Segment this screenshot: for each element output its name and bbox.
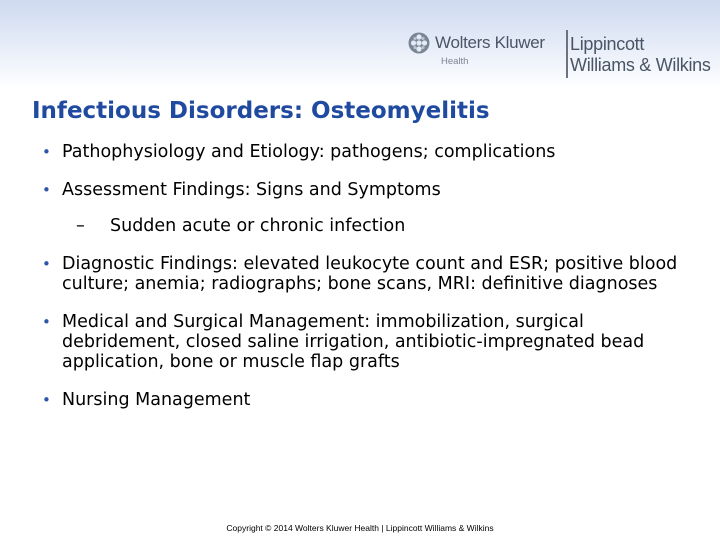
bullet-text: Nursing Management	[62, 390, 251, 410]
bullet-item	[40, 390, 690, 410]
copyright-footer: Copyright © 2014 Wolters Kluwer Health | Lippincott Williams & Wilkins	[226, 523, 494, 533]
logo-divider	[566, 30, 568, 78]
bullet-item	[40, 254, 690, 294]
bullet-icon: •	[42, 255, 51, 273]
slide-title: Infectious Disorders: Osteomyelitis	[32, 98, 490, 124]
logo-division-name: Health	[441, 56, 469, 67]
logo-publisher-line1: Lippincott	[570, 34, 645, 54]
bullet-text: Assessment Findings: Signs and Symptoms	[62, 180, 441, 200]
bullet-text: Medical and Surgical Management: immobilization, surgical debridement, closed saline irrigation, antibiotic-impregnated bead application, bone or muscle flap grafts	[62, 312, 645, 372]
dash-icon: –	[76, 216, 85, 236]
bullet-icon: •	[42, 313, 51, 331]
bullet-text: Pathophysiology and Etiology: pathogens; complications	[62, 142, 556, 162]
logo-company-name: Wolters Kluwer	[435, 33, 545, 52]
bullet-text: Diagnostic Findings: elevated leukocyte count and ESR; positive blood culture; anemia; radiographs; bone scans, MRI: definitive diagnoses	[62, 254, 678, 294]
sub-bullet-item	[40, 216, 690, 236]
bullet-item	[40, 180, 690, 200]
sub-bullet-text: Sudden acute or chronic infection	[110, 216, 406, 236]
logo-publisher-line2: Williams & Wilkins	[570, 55, 711, 75]
slide-body	[40, 142, 690, 428]
bullet-item	[40, 142, 690, 162]
globe-logo-icon	[408, 32, 430, 54]
bullet-item	[40, 312, 690, 372]
bullet-icon: •	[42, 181, 51, 199]
publisher-logo	[408, 30, 716, 80]
bullet-icon: •	[42, 143, 51, 161]
bullet-icon: •	[42, 391, 51, 409]
